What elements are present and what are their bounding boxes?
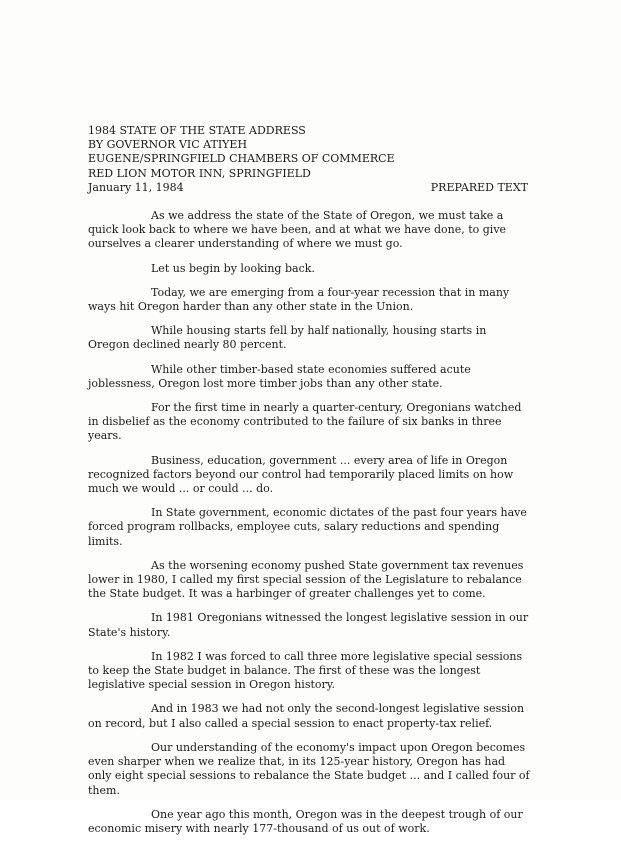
paragraph: And in 1983 we had not only the second-longest legislative session on record, but I also called a special session to enact property-tax relief. xyxy=(88,702,525,730)
document-header xyxy=(88,124,528,195)
paragraph: In 1982 I was forced to call three more legislative special sessions to keep the State budget in balance. The first of these was the longest legislative special session in Oregon history. xyxy=(88,649,523,692)
paragraph: As we address the state of the State of Oregon, we must take a quick look back to where we have been, and at what we have done, to give ourselves a clearer understanding of where we must go. xyxy=(88,209,507,251)
paragraph: Business, education, government ... every area of life in Oregon recognized factors beyond our control had temporarily placed limits on how much we would ... or could ... do. xyxy=(88,453,514,496)
header-location: RED LION MOTOR INN, SPRINGFIELD xyxy=(88,166,311,180)
header-date-row xyxy=(88,181,528,195)
paragraph: One year ago this month, Oregon was in the deepest trough of our economic misery with nearly 177-thousand of us out of work. xyxy=(88,807,523,835)
document-body xyxy=(88,209,530,846)
header-date: January 11, 1984 xyxy=(88,180,184,194)
paragraph: For the first time in nearly a quarter-century, Oregonians watched in disbelief as the economy contributed to the failure of six banks in three years. xyxy=(88,401,522,443)
paragraph: While housing starts fell by half nationally, housing starts in Oregon declined nearly 80 percent. xyxy=(88,324,487,352)
paragraph: Our understanding of the economy's impact upon Oregon becomes even sharper when we realize that, in its 125-year history, Oregon has had only eight special sessions to rebalance the State budget ... and I called four of them. xyxy=(88,740,530,797)
paragraph: In State government, economic dictates of the past four years have forced program rollbacks, employee cuts, salary reductions and spending limits. xyxy=(88,506,527,548)
paragraph: As the worsening economy pushed State government tax revenues lower in 1980, I called my first special session of the Legislature to rebalance the State budget. It was a harbinger of greater challenges yet to come. xyxy=(88,558,524,601)
paragraph: While other timber-based state economies suffered acute joblessness, Oregon lost more timber jobs than any other state. xyxy=(88,362,471,390)
header-venue: EUGENE/SPRINGFIELD CHAMBERS OF COMMERCE xyxy=(88,152,395,166)
paragraph: Let us begin by looking back. xyxy=(151,261,315,275)
header-byline: BY GOVERNOR VIC ATIYEH xyxy=(88,138,248,152)
prepared-text-label: PREPARED TEXT xyxy=(430,180,528,194)
paragraph: Today, we are emerging from a four-year recession that in many ways hit Oregon harder than any other state in the Union. xyxy=(88,285,510,314)
paragraph: In 1981 Oregonians witnessed the longest legislative session in our State's history. xyxy=(88,611,529,639)
header-title: 1984 STATE OF THE STATE ADDRESS xyxy=(88,124,306,137)
